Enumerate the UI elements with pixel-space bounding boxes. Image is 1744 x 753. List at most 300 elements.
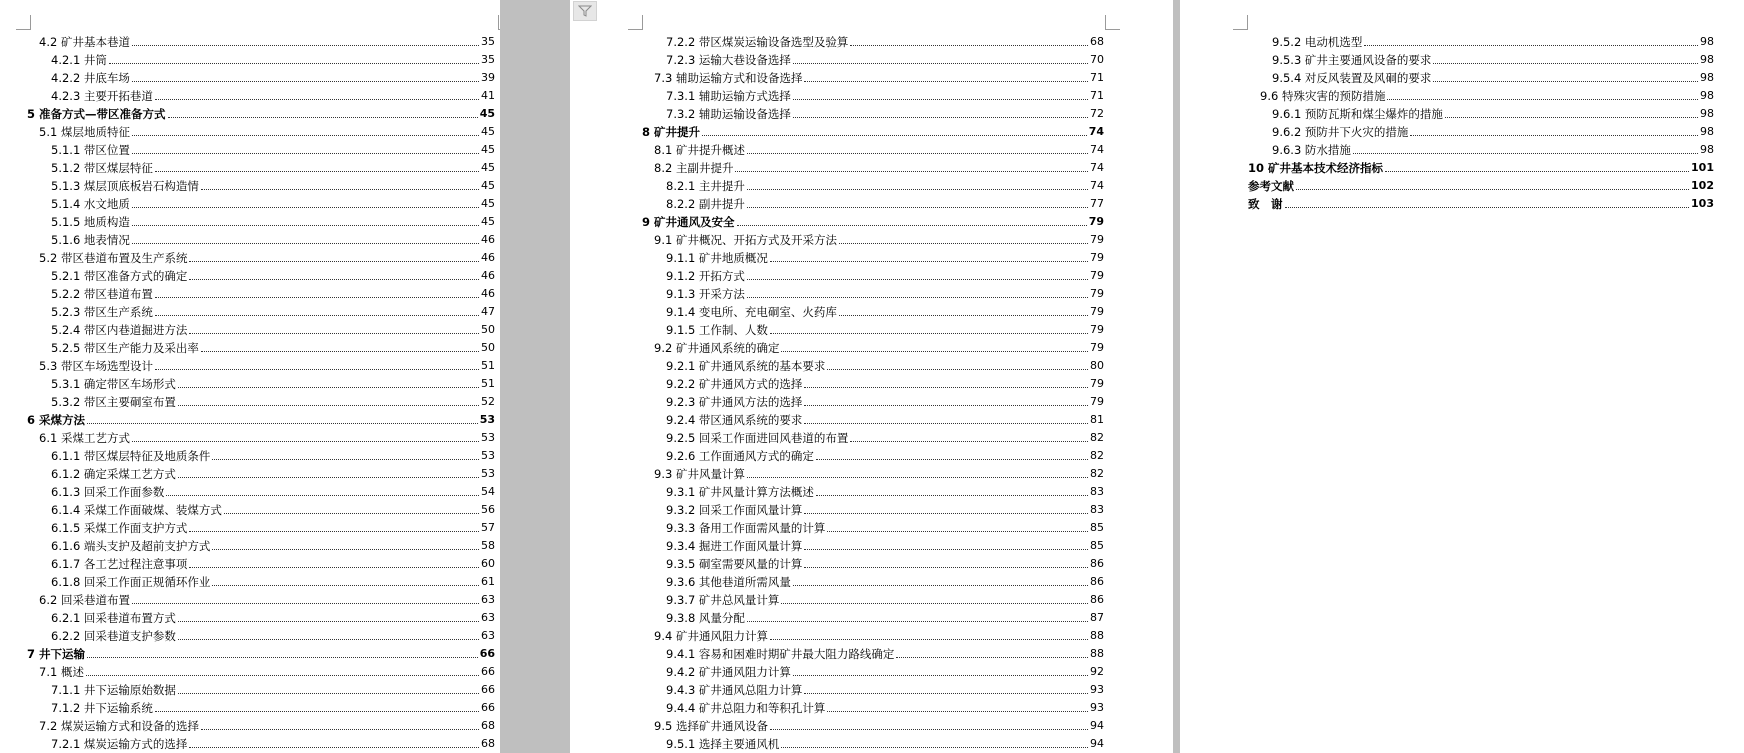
- toc-entry[interactable]: [27, 715, 495, 733]
- dot-leader: [747, 621, 1088, 622]
- dot-leader: [827, 369, 1088, 370]
- toc-entry-page-number: 79: [1090, 233, 1104, 246]
- toc-entry-page-number: 53: [481, 467, 495, 480]
- toc-entry-page-number: 85: [1090, 521, 1104, 534]
- toc-entry-page-number: 98: [1700, 125, 1714, 138]
- toc-entry-page-number: 63: [481, 611, 495, 624]
- toc-entry-title: 5.2.3 带区生产系统: [51, 305, 153, 319]
- toc-entry[interactable]: [642, 427, 1104, 445]
- toc-entry[interactable]: [642, 679, 1104, 697]
- dot-leader: [1296, 189, 1689, 190]
- toc-entry-page-number: 79: [1090, 323, 1104, 336]
- dot-leader: [189, 531, 479, 532]
- toc-entry[interactable]: [642, 481, 1104, 499]
- toc-entry-title: 9.3.3 备用工作面需风量的计算: [666, 521, 826, 535]
- toc-entry[interactable]: [27, 373, 495, 391]
- toc-entry[interactable]: [27, 625, 495, 643]
- toc-entry[interactable]: [27, 247, 495, 265]
- toc-entry[interactable]: [27, 679, 495, 697]
- crop-mark-top-right: [1105, 15, 1120, 30]
- toc-entry[interactable]: [642, 625, 1104, 643]
- toc-entry[interactable]: [27, 643, 495, 661]
- dot-leader: [1410, 135, 1698, 136]
- toc-entry-page-number: 71: [1090, 71, 1104, 84]
- dot-leader: [132, 135, 479, 136]
- toc-entry-page-number: 63: [481, 593, 495, 606]
- toc-entry-page-number: 86: [1090, 575, 1104, 588]
- toc-entry-page-number: 79: [1090, 341, 1104, 354]
- dot-leader: [804, 549, 1088, 550]
- toc-entry-title: 9.3.6 其他巷道所需风量: [666, 575, 791, 589]
- dot-leader: [178, 477, 479, 478]
- toc-entry-page-number: 85: [1090, 539, 1104, 552]
- dot-leader: [816, 495, 1088, 496]
- toc-entry[interactable]: [642, 697, 1104, 715]
- toc-entry[interactable]: [642, 661, 1104, 679]
- toc-entry-page-number: 66: [481, 683, 495, 696]
- toc-entry[interactable]: [27, 211, 495, 229]
- toc-entry-title: 7.3 辅助运输方式和设备选择: [654, 71, 803, 85]
- navigation-pane-toggle-button[interactable]: [573, 1, 597, 21]
- toc-entry-page-number: 98: [1700, 35, 1714, 48]
- dot-leader: [747, 297, 1088, 298]
- toc-entry-page-number: 46: [481, 269, 495, 282]
- toc-entry[interactable]: [27, 49, 495, 67]
- toc-entry[interactable]: [27, 229, 495, 247]
- toc-entry-title: 8.2.2 副井提升: [666, 197, 745, 211]
- dot-leader: [896, 657, 1088, 658]
- toc-entry-title: 8.1 矿井提升概述: [654, 143, 745, 157]
- toc-entry-page-number: 50: [481, 341, 495, 354]
- toc-entry[interactable]: [642, 463, 1104, 481]
- toc-entry-title: 6.2.2 回采巷道支护参数: [51, 629, 176, 643]
- toc-entry[interactable]: [27, 553, 495, 571]
- toc-entry-title: 9.2.5 回采工作面进回风巷道的布置: [666, 431, 849, 445]
- toc-entry-page-number: 61: [481, 575, 495, 588]
- toc-entry-page-number: 74: [1090, 179, 1104, 192]
- toc-entry[interactable]: [27, 193, 495, 211]
- toc-entry-title: 9.3.7 矿井总风量计算: [666, 593, 780, 607]
- toc-entry-title: 9.2.2 矿井通风方式的选择: [666, 377, 803, 391]
- toc-entry[interactable]: [27, 157, 495, 175]
- toc-entry-title: 7.2.2 带区煤炭运输设备选型及验算: [666, 35, 849, 49]
- dot-leader: [201, 351, 479, 352]
- toc-entry-page-number: 79: [1090, 395, 1104, 408]
- toc-entry-page-number: 82: [1090, 467, 1104, 480]
- toc-entry-title: 5.2.4 带区内巷道掘进方法: [51, 323, 188, 337]
- toc-entry-title: 9.1.1 矿井地质概况: [666, 251, 768, 265]
- toc-entry-title: 6.1.2 确定采煤工艺方式: [51, 467, 176, 481]
- toc-entry-title: 9.2.6 工作面通风方式的确定: [666, 449, 814, 463]
- toc-entry[interactable]: [27, 697, 495, 715]
- dot-leader: [735, 171, 1088, 172]
- dot-leader: [132, 243, 479, 244]
- toc-entry[interactable]: [1248, 49, 1714, 67]
- crop-mark-top-left: [1233, 15, 1248, 30]
- toc-entry[interactable]: [642, 607, 1104, 625]
- toc-entry-page-number: 79: [1090, 305, 1104, 318]
- toc-entry-page-number: 51: [481, 359, 495, 372]
- toc-entry-page-number: 87: [1090, 611, 1104, 624]
- toc-entry[interactable]: [642, 553, 1104, 571]
- dot-leader: [781, 603, 1088, 604]
- dot-leader: [132, 45, 479, 46]
- toc-entry[interactable]: [27, 31, 495, 49]
- dot-leader: [212, 549, 479, 550]
- toc-entry-title: 9.2.3 矿井通风方法的选择: [666, 395, 803, 409]
- toc-entry[interactable]: [642, 121, 1104, 139]
- dot-leader: [1285, 207, 1690, 208]
- toc-entry-page-number: 74: [1090, 143, 1104, 156]
- toc-entry[interactable]: [642, 337, 1104, 355]
- dot-leader: [178, 693, 479, 694]
- toc-entry-title: 9 矿井通风及安全: [642, 215, 735, 229]
- toc-entry[interactable]: [1248, 67, 1714, 85]
- toc-entry-page-number: 74: [1090, 161, 1104, 174]
- toc-entry[interactable]: [27, 481, 495, 499]
- toc-entry-title: 5.2.5 带区生产能力及采出率: [51, 341, 199, 355]
- toc-entry[interactable]: [27, 589, 495, 607]
- toc-entry-title: 5.1.5 地质构造: [51, 215, 130, 229]
- toc-entry[interactable]: [27, 67, 495, 85]
- toc-list: [1248, 31, 1714, 211]
- toc-entry[interactable]: [642, 193, 1104, 211]
- toc-list: [27, 31, 495, 751]
- toc-entry-page-number: 98: [1700, 89, 1714, 102]
- dot-leader: [178, 405, 479, 406]
- toc-entry[interactable]: [642, 211, 1104, 229]
- toc-entry[interactable]: [642, 283, 1104, 301]
- toc-entry[interactable]: [642, 319, 1104, 337]
- dot-leader: [201, 729, 479, 730]
- toc-entry-page-number: 35: [481, 35, 495, 48]
- dot-leader: [132, 225, 479, 226]
- toc-entry[interactable]: [642, 103, 1104, 121]
- toc-entry[interactable]: [27, 355, 495, 373]
- toc-entry[interactable]: [27, 301, 495, 319]
- toc-entry-title: 7 井下运输: [27, 647, 86, 661]
- toc-entry-title: 5.2.2 带区巷道布置: [51, 287, 153, 301]
- dot-leader: [804, 693, 1088, 694]
- toc-entry-title: 5.1 煤层地质特征: [39, 125, 130, 139]
- toc-entry[interactable]: [27, 391, 495, 409]
- toc-entry[interactable]: [642, 409, 1104, 427]
- toc-entry-title: 7.1 概述: [39, 665, 84, 679]
- toc-entry[interactable]: [642, 85, 1104, 103]
- toc-entry-title: 9.6.2 预防井下火灾的措施: [1272, 125, 1409, 139]
- toc-entry-page-number: 79: [1090, 377, 1104, 390]
- toc-entry-title: 9.6 特殊灾害的预防措施: [1260, 89, 1386, 103]
- toc-entry-title: 5.3.2 带区主要硐室布置: [51, 395, 176, 409]
- dot-leader: [132, 441, 479, 442]
- toc-entry-page-number: 79: [1090, 287, 1104, 300]
- toc-entry[interactable]: [27, 103, 495, 121]
- toc-entry-title: 6 采煤方法: [27, 413, 86, 427]
- dot-leader: [747, 153, 1088, 154]
- toc-entry[interactable]: [642, 175, 1104, 193]
- toc-entry-title: 9.3.5 硐室需要风量的计算: [666, 557, 803, 571]
- toc-entry-page-number: 45: [479, 107, 495, 120]
- toc-entry-title: 5.1.6 地表情况: [51, 233, 130, 247]
- toc-entry-title: 6.1 采煤工艺方式: [39, 431, 130, 445]
- toc-entry[interactable]: [27, 535, 495, 553]
- toc-entry[interactable]: [642, 373, 1104, 391]
- toc-entry[interactable]: [642, 715, 1104, 733]
- toc-entry-title: 9.3.8 风量分配: [666, 611, 745, 625]
- toc-entry-title: 8 矿井提升: [642, 125, 701, 139]
- toc-entry[interactable]: [27, 571, 495, 589]
- toc-entry[interactable]: [27, 499, 495, 517]
- toc-entry[interactable]: [642, 355, 1104, 373]
- toc-entry-page-number: 54: [481, 485, 495, 498]
- toc-entry-title: 9.5.1 选择主要通风机: [666, 737, 780, 751]
- toc-entry-page-number: 77: [1090, 197, 1104, 210]
- dot-leader: [87, 657, 478, 658]
- toc-entry-page-number: 98: [1700, 53, 1714, 66]
- toc-entry[interactable]: [642, 157, 1104, 175]
- toc-entry[interactable]: [27, 337, 495, 355]
- toc-entry-page-number: 68: [1090, 35, 1104, 48]
- toc-entry-title: 8.2 主副井提升: [654, 161, 734, 175]
- document-page-2: [570, 0, 1173, 753]
- toc-entry-title: 5.2.1 带区准备方式的确定: [51, 269, 188, 283]
- toc-entry-title: 9.2.1 矿井通风系统的基本要求: [666, 359, 826, 373]
- dot-leader: [747, 279, 1088, 280]
- toc-entry[interactable]: [642, 517, 1104, 535]
- toc-entry[interactable]: [27, 121, 495, 139]
- toc-entry-title: 9.4.3 矿井通风总阻力计算: [666, 683, 803, 697]
- dot-leader: [189, 333, 479, 334]
- toc-entry[interactable]: [642, 67, 1104, 85]
- toc-entry[interactable]: [27, 445, 495, 463]
- toc-entry[interactable]: [1248, 193, 1714, 211]
- toc-list: [642, 31, 1104, 751]
- toc-entry[interactable]: [642, 229, 1104, 247]
- toc-entry-page-number: 45: [481, 179, 495, 192]
- dot-leader: [132, 207, 479, 208]
- document-page-3: [1180, 0, 1744, 753]
- toc-entry[interactable]: [642, 265, 1104, 283]
- toc-entry[interactable]: [1248, 139, 1714, 157]
- dot-leader: [793, 117, 1088, 118]
- toc-entry[interactable]: [1248, 121, 1714, 139]
- dot-leader: [781, 747, 1088, 748]
- toc-entry-title: 7.2.1 煤炭运输方式的选择: [51, 737, 188, 751]
- toc-entry-page-number: 58: [481, 539, 495, 552]
- dot-leader: [770, 333, 1088, 334]
- toc-entry-title: 5.1.1 带区位置: [51, 143, 130, 157]
- toc-entry-page-number: 93: [1090, 683, 1104, 696]
- toc-entry-page-number: 98: [1700, 143, 1714, 156]
- dot-leader: [827, 711, 1088, 712]
- toc-entry-title: 9.6.1 预防瓦斯和煤尘爆炸的措施: [1272, 107, 1443, 121]
- dot-leader: [86, 675, 479, 676]
- toc-entry-page-number: 86: [1090, 593, 1104, 606]
- dot-leader: [770, 639, 1088, 640]
- toc-entry-page-number: 66: [481, 665, 495, 678]
- crop-mark-top-left: [628, 15, 643, 30]
- toc-entry-title: 9.2.4 带区通风系统的要求: [666, 413, 803, 427]
- toc-entry-title: 9.3.2 回采工作面风量计算: [666, 503, 803, 517]
- toc-entry[interactable]: [642, 589, 1104, 607]
- dot-leader: [1364, 45, 1698, 46]
- toc-entry[interactable]: [27, 607, 495, 625]
- dot-leader: [132, 153, 479, 154]
- toc-entry-title: 9.1 矿井概况、开拓方式及开采方法: [654, 233, 837, 247]
- toc-entry-page-number: 39: [481, 71, 495, 84]
- toc-entry[interactable]: [642, 733, 1104, 751]
- dot-leader: [1353, 153, 1698, 154]
- toc-entry-title: 6.2 回采巷道布置: [39, 593, 130, 607]
- toc-entry[interactable]: [1248, 157, 1714, 175]
- dot-leader: [155, 711, 479, 712]
- toc-entry-title: 6.1.8 回采工作面正规循环作业: [51, 575, 211, 589]
- dot-leader: [804, 405, 1088, 406]
- toc-entry-title: 6.2.1 回采巷道布置方式: [51, 611, 176, 625]
- dot-leader: [804, 567, 1088, 568]
- toc-entry[interactable]: [642, 247, 1104, 265]
- toc-entry-title: 9.3.1 矿井风量计算方法概述: [666, 485, 814, 499]
- toc-entry-title: 7.1.2 井下运输系统: [51, 701, 153, 715]
- toc-entry[interactable]: [642, 535, 1104, 553]
- toc-entry-title: 9.4.1 容易和困难时期矿井最大阻力路线确定: [666, 647, 895, 661]
- toc-entry[interactable]: [1248, 175, 1714, 193]
- toc-entry-page-number: 41: [481, 89, 495, 102]
- toc-entry-title: 4.2.3 主要开拓巷道: [51, 89, 153, 103]
- dot-leader: [178, 621, 479, 622]
- toc-entry-page-number: 80: [1090, 359, 1104, 372]
- toc-entry-page-number: 71: [1090, 89, 1104, 102]
- toc-entry-page-number: 46: [481, 287, 495, 300]
- toc-entry[interactable]: [27, 139, 495, 157]
- toc-entry-title: 9.2 矿井通风系统的确定: [654, 341, 780, 355]
- toc-entry[interactable]: [642, 571, 1104, 589]
- toc-entry-title: 6.1.4 采煤工作面破煤、装煤方式: [51, 503, 222, 517]
- dot-leader: [770, 729, 1088, 730]
- dot-leader: [132, 603, 479, 604]
- toc-entry[interactable]: [642, 301, 1104, 319]
- toc-entry[interactable]: [27, 661, 495, 679]
- toc-entry-page-number: 94: [1090, 719, 1104, 732]
- dot-leader: [1433, 81, 1698, 82]
- toc-entry-title: 5.2 带区巷道布置及生产系统: [39, 251, 188, 265]
- toc-entry-page-number: 98: [1700, 107, 1714, 120]
- dot-leader: [168, 117, 478, 118]
- toc-entry-title: 6.1.5 采煤工作面支护方式: [51, 521, 188, 535]
- dot-leader: [224, 513, 479, 514]
- toc-entry[interactable]: [642, 643, 1104, 661]
- toc-entry-title: 9.3 矿井风量计算: [654, 467, 745, 481]
- toc-entry-page-number: 66: [481, 701, 495, 714]
- toc-entry[interactable]: [27, 265, 495, 283]
- toc-entry[interactable]: [27, 517, 495, 535]
- toc-entry-page-number: 45: [481, 215, 495, 228]
- toc-entry-title: 4.2.2 井底车场: [51, 71, 130, 85]
- dot-leader: [189, 747, 479, 748]
- dot-leader: [87, 423, 478, 424]
- dot-leader: [793, 63, 1088, 64]
- toc-entry[interactable]: [642, 499, 1104, 517]
- dot-leader: [155, 369, 479, 370]
- toc-entry[interactable]: [27, 175, 495, 193]
- dot-leader: [839, 243, 1088, 244]
- toc-entry[interactable]: [642, 139, 1104, 157]
- toc-entry-title: 8.2.1 主井提升: [666, 179, 745, 193]
- toc-entry-page-number: 53: [479, 413, 495, 426]
- toc-entry-page-number: 72: [1090, 107, 1104, 120]
- dot-leader: [737, 225, 1087, 226]
- toc-entry-title: 9.3.4 掘进工作面风量计算: [666, 539, 803, 553]
- toc-entry[interactable]: [1248, 103, 1714, 121]
- toc-entry[interactable]: [27, 283, 495, 301]
- toc-entry[interactable]: [1248, 85, 1714, 103]
- dot-leader: [189, 567, 479, 568]
- toc-entry-title: 9.1.4 变电所、充电硐室、火药库: [666, 305, 837, 319]
- toc-entry[interactable]: [27, 463, 495, 481]
- toc-entry-page-number: 52: [481, 395, 495, 408]
- toc-entry[interactable]: [642, 49, 1104, 67]
- toc-entry[interactable]: [27, 427, 495, 445]
- toc-entry-page-number: 45: [481, 125, 495, 138]
- toc-entry[interactable]: [642, 391, 1104, 409]
- toc-entry-page-number: 70: [1090, 53, 1104, 66]
- dot-leader: [793, 585, 1088, 586]
- toc-entry-title: 6.1.6 端头支护及超前支护方式: [51, 539, 211, 553]
- toc-entry-title: 5.3 带区车场选型设计: [39, 359, 153, 373]
- toc-entry-page-number: 82: [1090, 431, 1104, 444]
- dot-leader: [1445, 117, 1698, 118]
- toc-entry[interactable]: [27, 85, 495, 103]
- toc-entry[interactable]: [27, 733, 495, 751]
- toc-entry[interactable]: [642, 445, 1104, 463]
- toc-entry-title: 9.1.5 工作制、人数: [666, 323, 768, 337]
- dot-leader: [189, 279, 479, 280]
- toc-entry-page-number: 45: [481, 161, 495, 174]
- toc-entry-title: 6.1.3 回采工作面参数: [51, 485, 165, 499]
- toc-entry[interactable]: [27, 409, 495, 427]
- toc-entry-page-number: 74: [1088, 125, 1104, 138]
- toc-entry[interactable]: [642, 31, 1104, 49]
- toc-entry-title: 4.2.1 井筒: [51, 53, 107, 67]
- toc-entry-title: 9.5.4 对反风装置及风硐的要求: [1272, 71, 1432, 85]
- document-page-1: [0, 0, 500, 753]
- toc-entry-page-number: 57: [481, 521, 495, 534]
- toc-entry[interactable]: [27, 319, 495, 337]
- filter-funnel-icon: [578, 5, 592, 17]
- toc-entry-page-number: 51: [481, 377, 495, 390]
- dot-leader: [155, 171, 479, 172]
- toc-entry-title: 9.1.3 开采方法: [666, 287, 745, 301]
- crop-mark-top-left: [16, 15, 31, 30]
- toc-entry-page-number: 50: [481, 323, 495, 336]
- toc-entry-title: 5.3.1 确定带区车场形式: [51, 377, 176, 391]
- toc-entry-title: 9.5 选择矿井通风设备: [654, 719, 768, 733]
- toc-entry-page-number: 88: [1090, 629, 1104, 642]
- dot-leader: [850, 45, 1088, 46]
- toc-entry[interactable]: [1248, 31, 1714, 49]
- dot-leader: [1387, 99, 1698, 100]
- toc-entry-title: 7.2.3 运输大巷设备选择: [666, 53, 791, 67]
- dot-leader: [747, 189, 1088, 190]
- toc-entry-title: 4.2 矿井基本巷道: [39, 35, 130, 49]
- dot-leader: [839, 315, 1088, 316]
- toc-entry-page-number: 103: [1691, 197, 1714, 210]
- toc-entry-title: 9.1.2 开拓方式: [666, 269, 745, 283]
- dot-leader: [109, 63, 479, 64]
- toc-entry-title: 7.3.2 辅助运输设备选择: [666, 107, 791, 121]
- dot-leader: [178, 639, 479, 640]
- toc-entry-title: 6.1.1 带区煤层特征及地质条件: [51, 449, 211, 463]
